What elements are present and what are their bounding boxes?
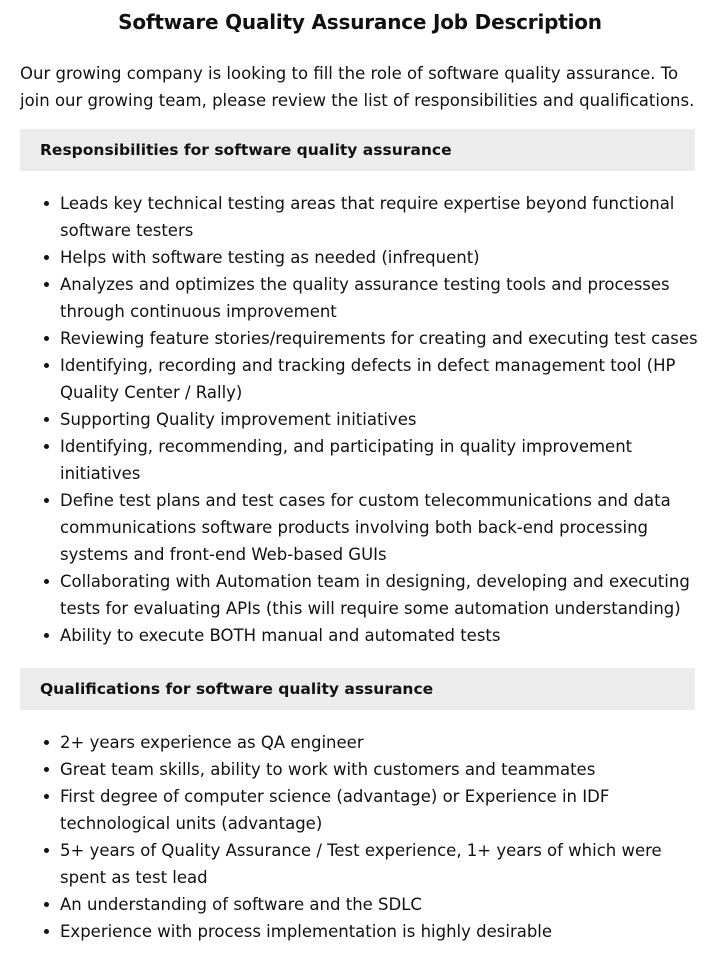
- list-item: [60, 352, 710, 406]
- list-item: [60, 271, 710, 325]
- bullet-icon: [44, 740, 49, 745]
- list-item: [60, 729, 710, 756]
- bullet-icon: [44, 794, 49, 799]
- list-item-text: Reviewing feature stories/requirements for creating and executing test cases: [60, 329, 698, 348]
- bullet-icon: [44, 929, 49, 934]
- list-item-text: 5+ years of Quality Assurance / Test experience, 1+ years of which were spent as test lead: [60, 841, 662, 887]
- qualifications-heading: Qualifications for software quality assurance: [20, 668, 695, 710]
- list-item-text: Analyzes and optimizes the quality assurance testing tools and processes through continuous improvement: [60, 275, 670, 321]
- bullet-icon: [44, 363, 49, 368]
- list-item: [60, 622, 710, 649]
- bullet-icon: [44, 417, 49, 422]
- list-item-text: Identifying, recording and tracking defects in defect management tool (HP Quality Center / Rally): [60, 356, 676, 402]
- list-item-text: Collaborating with Automation team in designing, developing and executing tests for evaluating APIs (this will require some automation understanding): [60, 572, 690, 618]
- list-item-text: An understanding of software and the SDLC: [60, 895, 422, 914]
- intro-paragraph: Our growing company is looking to fill the role of software quality assurance. To join our growing team, please review the list of responsibilities and qualifications.: [20, 64, 695, 110]
- bullet-icon: [44, 902, 49, 907]
- list-item: [60, 406, 710, 433]
- list-item-text: Great team skills, ability to work with customers and teammates: [60, 760, 596, 779]
- page-title: Software Quality Assurance Job Description: [118, 10, 602, 34]
- qualifications-list: [60, 729, 710, 945]
- list-item-text: Define test plans and test cases for custom telecommunications and data communications software products involving both back-end processing systems and front-end Web-based GUIs: [60, 491, 671, 564]
- list-item-text: 2+ years experience as QA engineer: [60, 733, 364, 752]
- list-item: [60, 837, 710, 891]
- bullet-icon: [44, 848, 49, 853]
- list-item: [60, 783, 710, 837]
- bullet-icon: [44, 767, 49, 772]
- list-item-text: Helps with software testing as needed (infrequent): [60, 248, 480, 267]
- list-item: [60, 244, 710, 271]
- bullet-icon: [44, 282, 49, 287]
- bullet-icon: [44, 498, 49, 503]
- bullet-icon: [44, 633, 49, 638]
- list-item: [60, 918, 710, 945]
- bullet-icon: [44, 201, 49, 206]
- list-item: [60, 891, 710, 918]
- bullet-icon: [44, 336, 49, 341]
- list-item-text: Supporting Quality improvement initiatives: [60, 410, 417, 429]
- bullet-icon: [44, 255, 49, 260]
- list-item-text: Experience with process implementation is highly desirable: [60, 922, 553, 941]
- list-item: [60, 756, 710, 783]
- list-item-text: Leads key technical testing areas that require expertise beyond functional software testers: [60, 194, 675, 240]
- responsibilities-list: [60, 190, 710, 649]
- responsibilities-heading: Responsibilities for software quality assurance: [20, 129, 695, 171]
- list-item: [60, 568, 710, 622]
- list-item: [60, 190, 710, 244]
- list-item-text: First degree of computer science (advantage) or Experience in IDF technological units (advantage): [60, 787, 610, 833]
- bullet-icon: [44, 579, 49, 584]
- list-item: [60, 325, 710, 352]
- list-item: [60, 487, 710, 568]
- list-item: [60, 433, 710, 487]
- list-item-text: Ability to execute BOTH manual and automated tests: [60, 626, 501, 645]
- list-item-text: Identifying, recommending, and participating in quality improvement initiatives: [60, 437, 633, 483]
- bullet-icon: [44, 444, 49, 449]
